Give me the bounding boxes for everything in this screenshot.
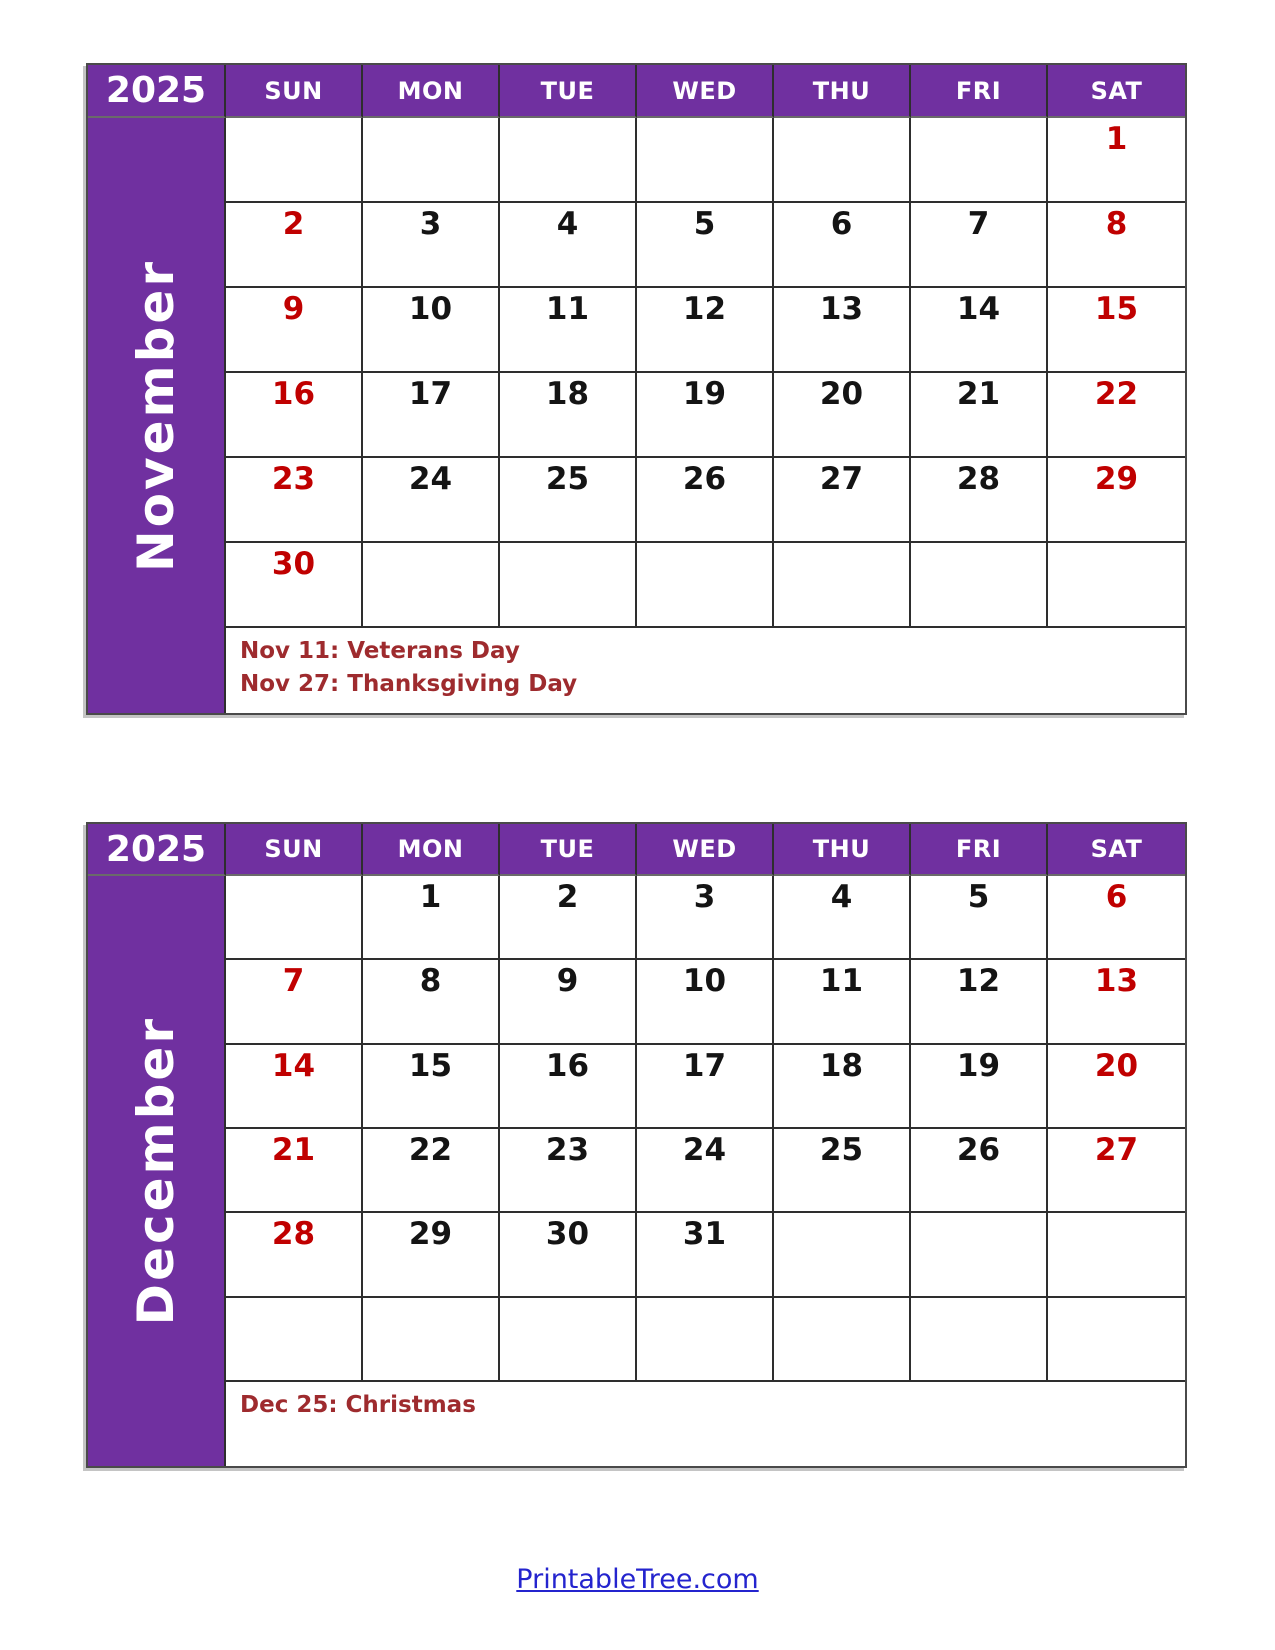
month-label: December [127,1016,185,1326]
date-cell-nov-25: 25 [500,458,637,543]
date-cell-nov-29: 29 [1048,458,1185,543]
date-cell-nov-4: 4 [500,203,637,288]
date-cell-nov-16: 16 [226,373,363,458]
holiday-note: Dec 25: Christmas [240,1392,476,1418]
holiday-notes [226,628,1185,713]
date-cell-dec-25: 25 [774,1129,911,1213]
empty-date-cell [1048,1298,1185,1382]
day-header-fri: FRI [911,65,1048,118]
date-cell-dec-2: 2 [500,876,637,960]
date-cell-nov-24: 24 [363,458,500,543]
date-cell-nov-10: 10 [363,288,500,373]
empty-date-cell [363,543,500,628]
day-header-sun: SUN [226,824,363,876]
date-cell-nov-1: 1 [1048,118,1185,203]
empty-date-cell [774,1213,911,1297]
year-label: 2025 [88,824,226,876]
date-cell-nov-2: 2 [226,203,363,288]
empty-date-cell [911,118,1048,203]
day-header-wed: WED [637,824,774,876]
date-cell-dec-19: 19 [911,1045,1048,1129]
date-cell-dec-10: 10 [637,960,774,1044]
empty-date-cell [637,543,774,628]
date-cell-nov-6: 6 [774,203,911,288]
empty-date-cell [911,1213,1048,1297]
december-calendar [86,822,1187,1468]
date-cell-dec-30: 30 [500,1213,637,1297]
empty-date-cell [774,543,911,628]
day-header-tue: TUE [500,824,637,876]
empty-date-cell [911,1298,1048,1382]
empty-date-cell [1048,543,1185,628]
day-header-fri: FRI [911,824,1048,876]
empty-date-cell [911,543,1048,628]
date-cell-dec-6: 6 [1048,876,1185,960]
empty-date-cell [226,118,363,203]
date-cell-nov-8: 8 [1048,203,1185,288]
date-cell-nov-30: 30 [226,543,363,628]
date-cell-dec-7: 7 [226,960,363,1044]
date-cell-nov-9: 9 [226,288,363,373]
day-header-sat: SAT [1048,65,1185,118]
empty-date-cell [774,1298,911,1382]
date-cell-nov-11: 11 [500,288,637,373]
month-sidebar [88,876,226,1466]
date-cell-nov-18: 18 [500,373,637,458]
date-cell-dec-20: 20 [1048,1045,1185,1129]
date-cell-dec-31: 31 [637,1213,774,1297]
day-header-wed: WED [637,65,774,118]
empty-date-cell [226,876,363,960]
empty-date-cell [774,118,911,203]
month-label: November [127,258,185,573]
date-cell-dec-22: 22 [363,1129,500,1213]
empty-date-cell [500,118,637,203]
date-cell-nov-7: 7 [911,203,1048,288]
date-cell-nov-14: 14 [911,288,1048,373]
date-cell-dec-8: 8 [363,960,500,1044]
date-cell-dec-26: 26 [911,1129,1048,1213]
date-cell-dec-17: 17 [637,1045,774,1129]
day-header-sun: SUN [226,65,363,118]
date-cell-nov-22: 22 [1048,373,1185,458]
date-cell-nov-23: 23 [226,458,363,543]
day-header-thu: THU [774,824,911,876]
empty-date-cell [500,543,637,628]
day-header-sat: SAT [1048,824,1185,876]
empty-date-cell [637,118,774,203]
date-cell-nov-28: 28 [911,458,1048,543]
date-cell-dec-1: 1 [363,876,500,960]
date-cell-dec-4: 4 [774,876,911,960]
date-cell-nov-15: 15 [1048,288,1185,373]
date-cell-dec-29: 29 [363,1213,500,1297]
date-cell-dec-15: 15 [363,1045,500,1129]
holiday-notes [226,1382,1185,1466]
date-cell-dec-11: 11 [774,960,911,1044]
day-header-thu: THU [774,65,911,118]
day-header-tue: TUE [500,65,637,118]
empty-date-cell [363,118,500,203]
footer [0,1564,1275,1595]
empty-date-cell [637,1298,774,1382]
printabletree-link[interactable]: PrintableTree.com [516,1564,759,1595]
date-cell-dec-23: 23 [500,1129,637,1213]
holiday-note: Nov 11: Veterans Day [240,638,520,664]
date-cell-nov-21: 21 [911,373,1048,458]
holiday-note: Nov 27: Thanksgiving Day [240,670,578,697]
date-cell-nov-13: 13 [774,288,911,373]
year-label: 2025 [88,65,226,118]
date-cell-dec-27: 27 [1048,1129,1185,1213]
day-header-mon: MON [363,65,500,118]
date-cell-nov-19: 19 [637,373,774,458]
date-cell-dec-13: 13 [1048,960,1185,1044]
date-cell-nov-20: 20 [774,373,911,458]
empty-date-cell [1048,1213,1185,1297]
date-cell-dec-5: 5 [911,876,1048,960]
date-cell-nov-12: 12 [637,288,774,373]
empty-date-cell [226,1298,363,1382]
date-cell-dec-3: 3 [637,876,774,960]
date-cell-nov-26: 26 [637,458,774,543]
month-sidebar [88,118,226,713]
november-calendar [86,63,1187,715]
date-cell-dec-9: 9 [500,960,637,1044]
date-cell-nov-27: 27 [774,458,911,543]
empty-date-cell [363,1298,500,1382]
date-cell-dec-14: 14 [226,1045,363,1129]
date-cell-dec-12: 12 [911,960,1048,1044]
date-cell-dec-16: 16 [500,1045,637,1129]
day-header-mon: MON [363,824,500,876]
date-cell-dec-28: 28 [226,1213,363,1297]
empty-date-cell [500,1298,637,1382]
date-cell-nov-17: 17 [363,373,500,458]
date-cell-dec-24: 24 [637,1129,774,1213]
date-cell-dec-21: 21 [226,1129,363,1213]
date-cell-dec-18: 18 [774,1045,911,1129]
date-cell-nov-5: 5 [637,203,774,288]
date-cell-nov-3: 3 [363,203,500,288]
